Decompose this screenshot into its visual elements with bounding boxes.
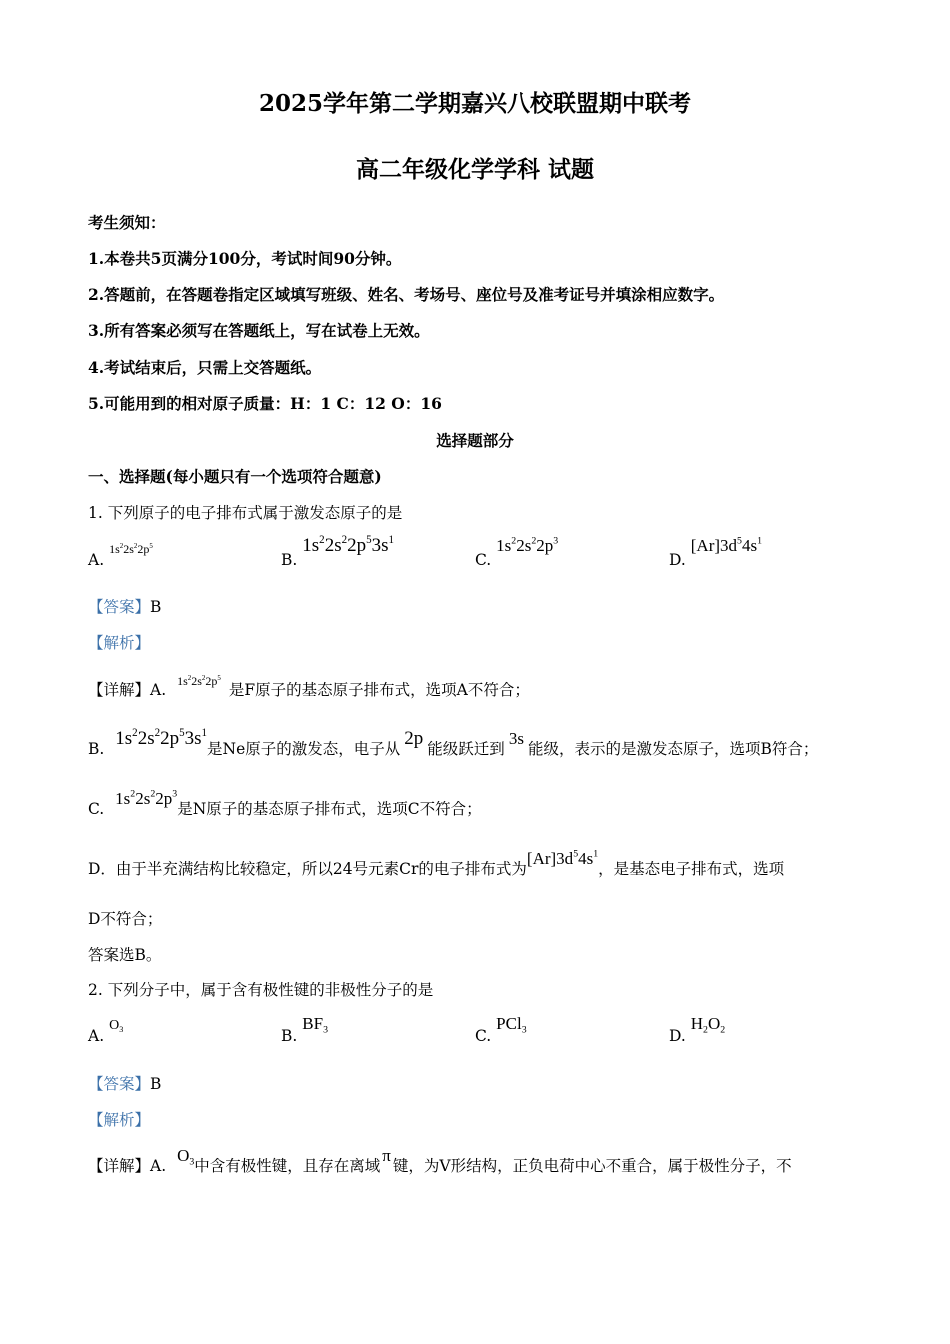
detail-text: 是N原子的基态原子排布式，选项C不符合； — [177, 800, 482, 818]
option-label: B. — [281, 551, 298, 569]
answer-value: B — [150, 1075, 162, 1093]
q2-option-b — [281, 1014, 328, 1045]
formula: $[Ar]3d^54s^1$ — [690, 535, 762, 555]
q1-option-a — [88, 538, 153, 569]
formula: $1s^22s^22p^3$ — [115, 788, 178, 808]
detail-text: 键，为V形结构，正负电荷中心不重合，属于极性分子，不 — [392, 1157, 792, 1175]
detail-text: 能级跃迁到 — [427, 740, 505, 758]
exam-subtitle: 高二年级化学学科 试题 — [355, 156, 594, 183]
formula: $1s^22s^22p^5$ — [109, 541, 153, 556]
formula: π — [382, 1146, 391, 1165]
detail-text: 是Ne原子的激发态，电子从 — [207, 740, 401, 758]
q1-detail-c — [88, 788, 482, 818]
answer-tag: 【答案】 — [88, 1075, 151, 1093]
q1-answer — [88, 597, 161, 617]
option-label: A. — [88, 1027, 105, 1045]
detail-prefix: C. — [88, 800, 105, 818]
detail-text: D．由于半充满结构比较稳定，所以24号元素Cr的电子排布式为 — [88, 860, 527, 878]
q1-analysis-tag: 【解析】 — [88, 634, 151, 652]
q2-option-c — [475, 1014, 527, 1045]
q1-option-c — [475, 535, 559, 569]
formula: $1s^22s^22p^53s^1$ — [302, 533, 395, 556]
detail-tag: 【详解】 — [88, 1157, 151, 1175]
answer-value: B — [150, 598, 162, 616]
q2-option-a — [88, 1014, 124, 1045]
formula: 3s — [508, 729, 524, 748]
option-label: C. — [475, 551, 492, 569]
q1-detail-d — [88, 848, 785, 878]
formula: $1s^22s^22p^3$ — [496, 535, 559, 555]
option-label: D. — [669, 551, 686, 569]
formula: $1s^22s^22p^53s^1$ — [115, 726, 208, 749]
q2-analysis-tag: 【解析】 — [88, 1111, 151, 1129]
q1-detail-a — [88, 670, 530, 699]
notice-item-1: 1.本卷共5页满分100分，考试时间90分钟。 — [88, 249, 402, 268]
detail-prefix: A. — [150, 681, 167, 699]
formula: PCl$_3$ — [496, 1014, 527, 1036]
detail-prefix: B. — [88, 740, 105, 758]
q1-option-b — [281, 533, 395, 569]
option-label: B. — [281, 1027, 298, 1045]
q1-detail-d-cont: D不符合； — [88, 910, 163, 928]
section-heading: 选择题部分 — [436, 431, 514, 450]
formula: 2p — [404, 728, 424, 749]
detail-text: 中含有极性键，且存在离域 — [194, 1157, 381, 1175]
detail-prefix: A. — [150, 1157, 167, 1175]
formula: $[Ar]3d^54s^1$ — [526, 848, 599, 868]
formula: $H_2O_2$ — [690, 1014, 726, 1036]
notice-item-5: 5.可能用到的相对原子质量：H：1 C：12 O：16 — [88, 394, 442, 413]
option-label: A. — [88, 551, 105, 569]
part-heading: 一、选择题(每小题只有一个选项符合题意) — [88, 467, 382, 486]
option-label: C. — [475, 1027, 492, 1045]
detail-text: 能级，表示的是激发态原子，选项B符合； — [527, 740, 819, 758]
answer-tag: 【答案】 — [88, 598, 151, 616]
formula: $BF_3$ — [302, 1014, 328, 1036]
q1-conclusion: 答案选B。 — [88, 946, 162, 964]
question-2-stem: 2. 下列分子中，属于含有极性键的非极性分子的是 — [88, 981, 434, 999]
exam-title: 2025学年第二学期嘉兴八校联盟期中联考 — [258, 90, 691, 117]
notice-item-2: 2.答题前，在答题卷指定区域填写班级、姓名、考场号、座位号及准考证号并填涂相应数字。 — [88, 285, 725, 304]
detail-tag: 【详解】 — [88, 681, 151, 699]
formula: $O_3$ — [177, 1146, 195, 1168]
q2-answer — [88, 1074, 161, 1094]
q1-detail-b — [88, 726, 819, 758]
detail-text: 是F原子的基态原子排布式，选项A不符合； — [228, 681, 530, 699]
question-1-stem: 1. 下列原子的电子排布式属于激发态原子的是 — [88, 504, 403, 522]
option-label: D. — [669, 1027, 686, 1045]
notice-item-4: 4.考试结束后，只需上交答题纸。 — [88, 358, 322, 377]
formula: $1s^22s^22p^5$ — [177, 673, 221, 688]
notice-heading: 考生须知： — [88, 213, 166, 232]
q1-option-d — [669, 535, 762, 569]
notice-item-3: 3.所有答案必须写在答题纸上，写在试卷上无效。 — [88, 321, 430, 340]
formula: $O_3$ — [109, 1018, 124, 1034]
detail-text: ，是基态电子排布式，选项 — [598, 860, 785, 878]
q2-option-d — [669, 1014, 726, 1045]
q2-detail-a — [88, 1146, 792, 1175]
